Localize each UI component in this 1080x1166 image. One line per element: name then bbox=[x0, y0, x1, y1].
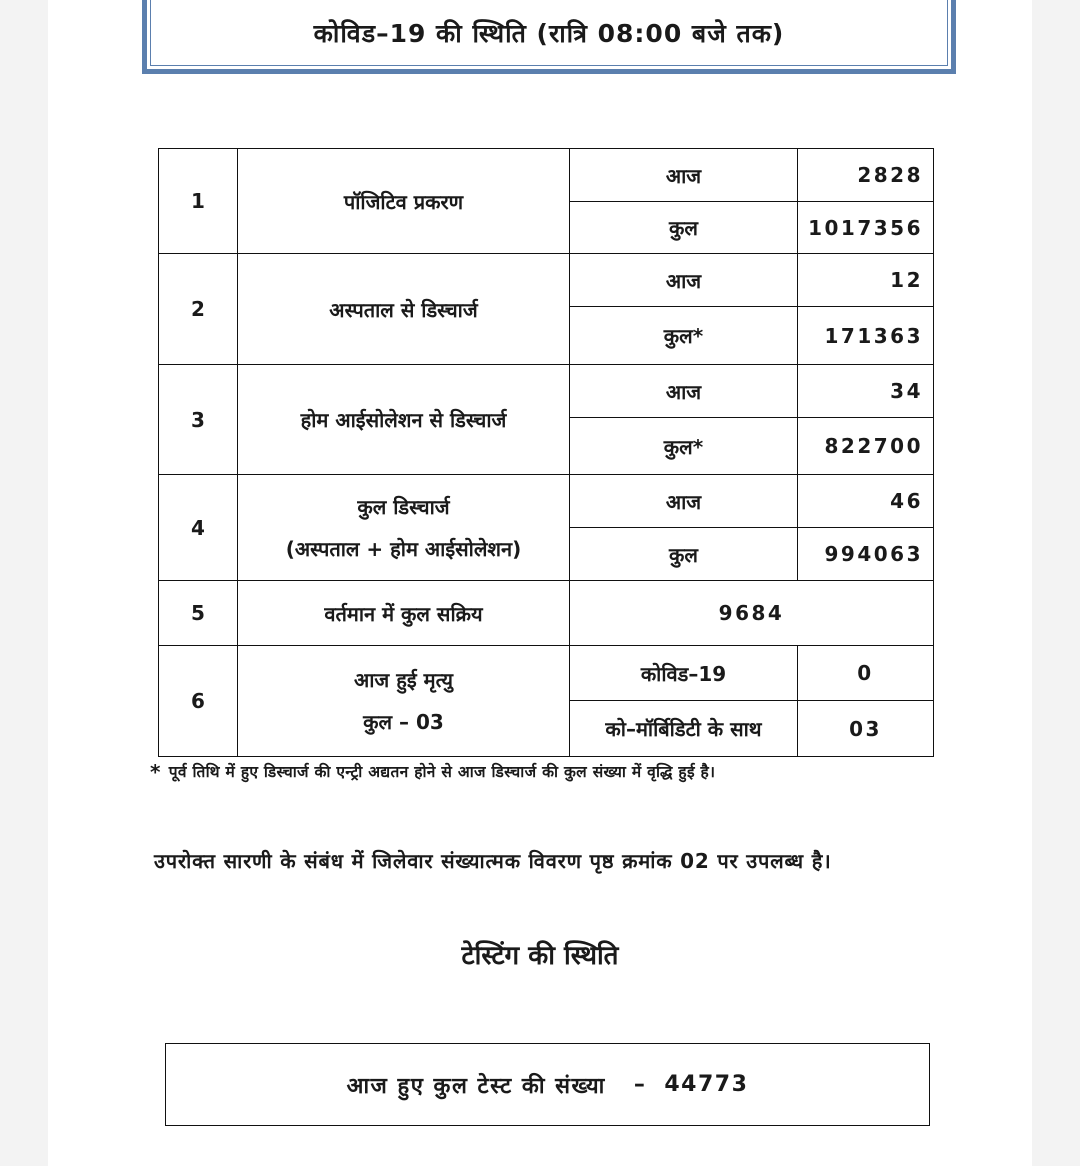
total-value: 822700 bbox=[798, 418, 934, 475]
row-label bbox=[238, 646, 570, 757]
row-number: 5 bbox=[159, 581, 238, 646]
comorbid-label: को–मॉर्बिडिटी के साथ bbox=[570, 701, 798, 757]
total-label: कुल bbox=[570, 202, 798, 254]
active-value: 9684 bbox=[570, 581, 934, 646]
row-number: 1 bbox=[159, 149, 238, 254]
today-label: आज bbox=[570, 254, 798, 307]
covid-stats-table bbox=[158, 148, 934, 757]
row-label: होम आईसोलेशन से डिस्चार्ज bbox=[238, 365, 570, 475]
row-label-line1: कुल डिस्चार्ज bbox=[357, 494, 450, 519]
footnote-text: पूर्व तिथि में हुए डिस्चार्ज की एन्ट्री अद्यतन होने से आज डिस्चार्ज की कुल संख्या में वृद्धि हुई है। bbox=[168, 763, 716, 781]
reference-note: उपरोक्त सारणी के संबंध में जिलेवार संख्यात्मक विवरण पृष्ठ क्रमांक 02 पर उपलब्ध है। bbox=[154, 849, 832, 873]
testing-label: आज हुए कुल टेस्ट की संख्या bbox=[346, 1073, 606, 1099]
row-label: अस्पताल से डिस्चार्ज bbox=[238, 254, 570, 365]
table-row bbox=[159, 646, 934, 701]
page-title: कोविड–19 की स्थिति (रात्रि 08:00 बजे तक) bbox=[150, 0, 948, 66]
table-row bbox=[159, 254, 934, 307]
covid-label: कोविड–19 bbox=[570, 646, 798, 701]
today-value: 12 bbox=[798, 254, 934, 307]
today-label: आज bbox=[570, 365, 798, 418]
footnote-star: * bbox=[150, 760, 161, 784]
total-label: कुल* bbox=[570, 418, 798, 475]
row-number: 2 bbox=[159, 254, 238, 365]
total-label: कुल* bbox=[570, 307, 798, 365]
row-label-line2: (अस्पताल + होम आईसोलेशन) bbox=[285, 536, 522, 561]
row-number: 3 bbox=[159, 365, 238, 475]
row-number: 4 bbox=[159, 475, 238, 581]
total-value: 994063 bbox=[798, 528, 934, 581]
total-value: 171363 bbox=[798, 307, 934, 365]
today-label: आज bbox=[570, 149, 798, 202]
testing-dash: – bbox=[633, 1072, 647, 1097]
today-value: 2828 bbox=[798, 149, 934, 202]
title-box bbox=[142, 0, 956, 74]
table-row bbox=[159, 475, 934, 528]
row-label: वर्तमान में कुल सक्रिय bbox=[238, 581, 570, 646]
covid-value: 0 bbox=[798, 646, 934, 701]
today-value: 34 bbox=[798, 365, 934, 418]
table-row bbox=[159, 365, 934, 418]
table-row bbox=[159, 581, 934, 646]
total-value: 1017356 bbox=[798, 202, 934, 254]
row-number: 6 bbox=[159, 646, 238, 757]
row-label bbox=[238, 475, 570, 581]
row-label-line1: आज हुई मृत्यु bbox=[353, 668, 453, 692]
table-row bbox=[159, 149, 934, 202]
testing-heading: टेस्टिंग की स्थिति bbox=[461, 941, 619, 971]
today-value: 46 bbox=[798, 475, 934, 528]
comorbid-value: 03 bbox=[798, 701, 934, 757]
testing-box bbox=[165, 1043, 930, 1126]
total-label: कुल bbox=[570, 528, 798, 581]
row-label-line2: कुल – 03 bbox=[363, 710, 444, 734]
footnote bbox=[150, 760, 715, 784]
testing-value: 44773 bbox=[664, 1072, 749, 1097]
today-label: आज bbox=[570, 475, 798, 528]
row-label: पॉजिटिव प्रकरण bbox=[238, 149, 570, 254]
